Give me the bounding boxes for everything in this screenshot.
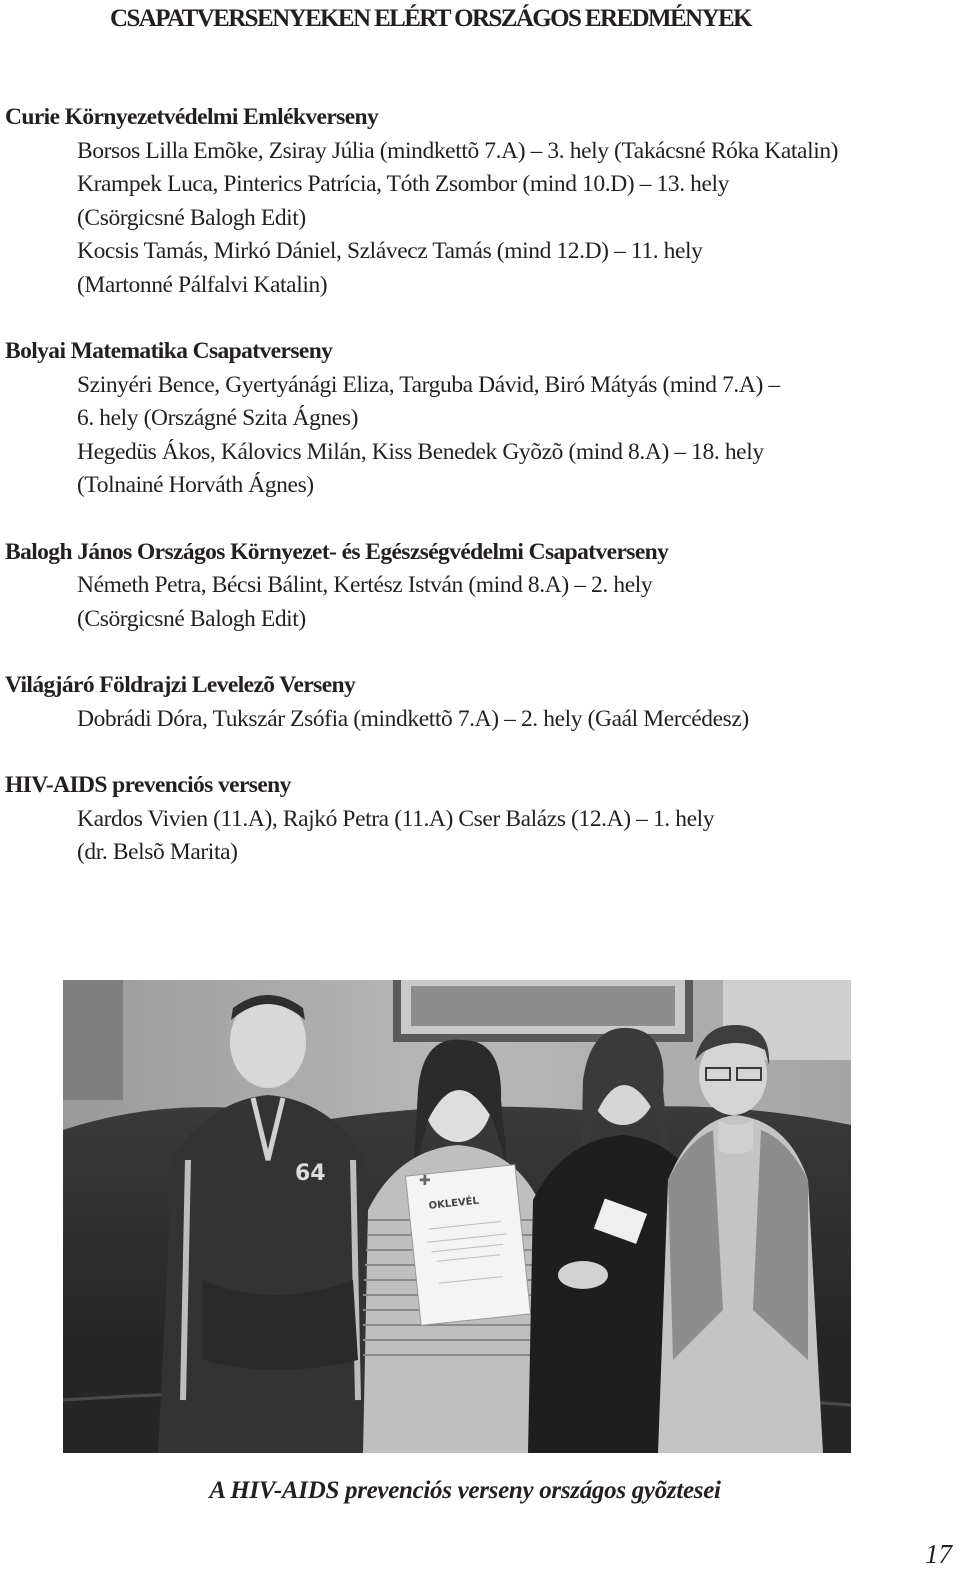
results-list (5, 101, 955, 903)
section-body (5, 703, 955, 737)
group-photo (63, 980, 851, 1453)
certificate-title: OKLEVÉL (428, 1195, 480, 1212)
result-line: (Csörgicsné Balogh Edit) (77, 204, 306, 231)
section-title: Curie Környezetvédelmi Emlékverseny (5, 104, 379, 130)
result-line: (dr. Belsõ Marita) (77, 839, 238, 865)
result-line: Németh Petra, Bécsi Bálint, Kertész István (mind 8.A) – 2. hely (77, 572, 653, 598)
section-bolyai (5, 335, 955, 503)
result-line: Dobrádi Dóra, Tukszár Zsófia (mindkettõ 7.A) – 2. hely (Gaál Mercédesz) (77, 705, 749, 732)
photo-caption: A HIV-AIDS prevenciós verseny országos gyõztesei (209, 1477, 721, 1504)
section-body (5, 569, 955, 636)
page-title: CSAPATVERSENYEKEN ELÉRT ORSZÁGOS EREDMÉNYEK (110, 5, 751, 32)
section-body (5, 135, 955, 303)
section-body (5, 803, 955, 870)
section-vilagjaro (5, 669, 955, 736)
section-title: Világjáró Földrajzi Levelezõ Verseny (5, 672, 356, 698)
section-body (5, 369, 955, 503)
result-line: Kocsis Tamás, Mirkó Dániel, Szlávecz Tamás (mind 12.D) – 11. hely (77, 238, 703, 264)
result-line: (Martonné Pálfalvi Katalin) (77, 271, 328, 298)
certificate (405, 1165, 530, 1326)
result-line: Hegedüs Ákos, Kálovics Milán, Kiss Benedek Gyõzõ (mind 8.A) – 18. hely (77, 438, 764, 465)
result-line: Kardos Vivien (11.A), Rajkó Petra (11.A) Cser Balázs (12.A) – 1. hely (77, 805, 715, 832)
section-balogh-janos (5, 536, 955, 637)
section-title: Balogh János Országos Környezet- és Egészségvédelmi Csapatverseny (5, 538, 669, 565)
jersey-number: 64 (295, 1161, 326, 1186)
section-curie (5, 101, 955, 302)
red-cross-icon: ✚ (419, 1173, 431, 1189)
result-line: Szinyéri Bence, Gyertyánági Eliza, Targuba Dávid, Biró Mátyás (mind 7.A) – (77, 371, 780, 398)
section-hiv-aids (5, 769, 955, 870)
result-line: (Csörgicsné Balogh Edit) (77, 605, 306, 632)
section-title: HIV-AIDS prevenciós verseny (5, 772, 291, 798)
result-line: Borsos Lilla Emõke, Zsiray Júlia (mindkettõ 7.A) – 3. hely (Takácsné Róka Katalin) (77, 137, 839, 164)
result-line: Krampek Luca, Pinterics Patrícia, Tóth Zsombor (mind 10.D) – 13. hely (77, 171, 730, 197)
page-number: 17 (925, 1539, 952, 1569)
section-title: Bolyai Matematika Csapatverseny (5, 338, 333, 364)
result-line: (Tolnainé Horváth Ágnes) (77, 472, 314, 498)
result-line: 6. hely (Országné Szita Ágnes) (77, 405, 359, 431)
